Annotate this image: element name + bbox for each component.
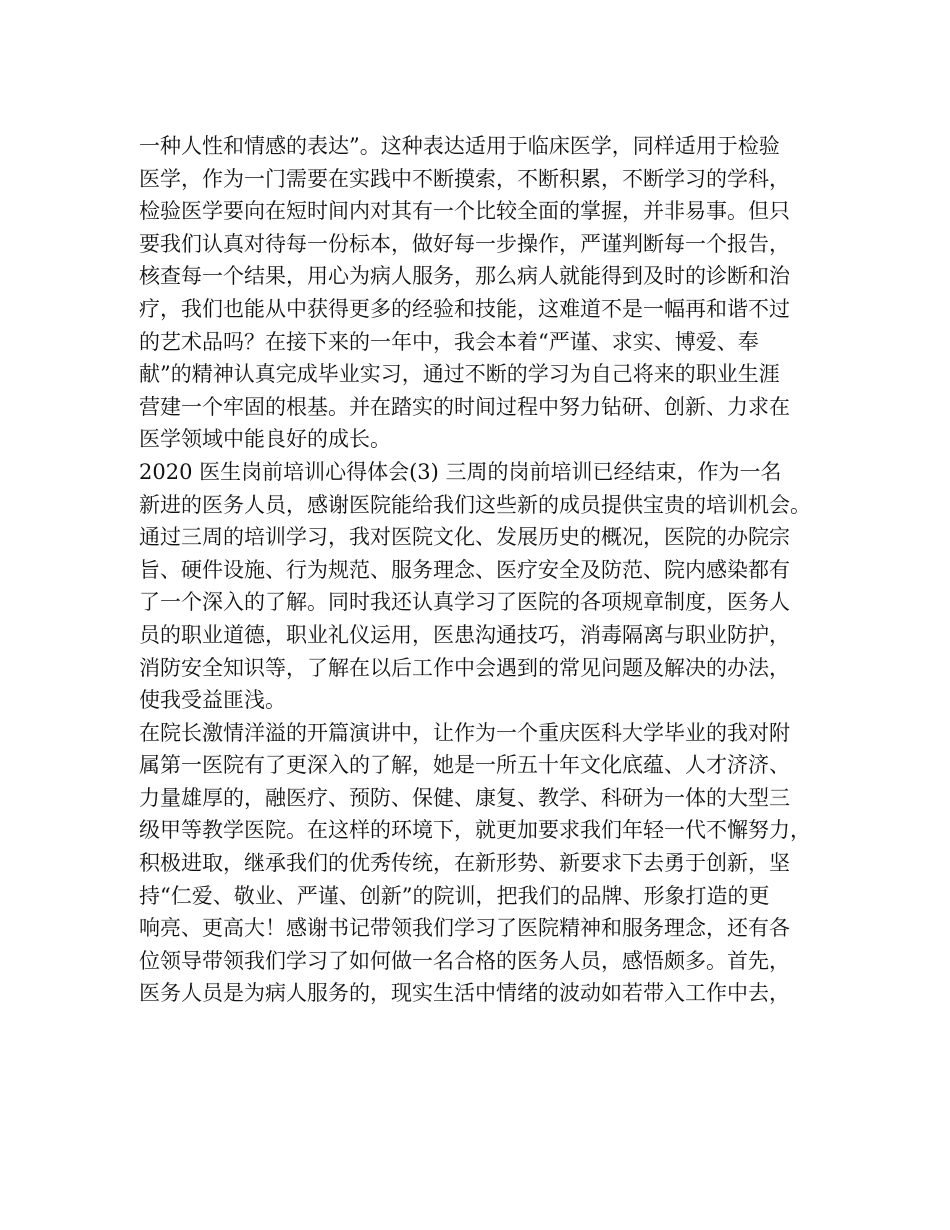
text-line: 医学领域中能良好的成长。: [139, 427, 391, 452]
text-line: 一种人性和情感的表达”。这种表达适用于临床医学，同样适用于检验: [139, 134, 780, 158]
text-line: 级甲等教学医院。在这样的环境下，就更加要求我们年轻一代不懈努力，: [139, 818, 811, 843]
text-line: 积极进取，继承我们的优秀传统，在新形势、新要求下去勇于创新，坚: [139, 851, 790, 876]
text-line: 使我受益匪浅。: [139, 688, 286, 713]
text-line: 在院长激情洋溢的开篇演讲中，让作为一个重庆医科大学毕业的我对附: [139, 720, 790, 745]
text-line: 献”的精神认真完成毕业实习，通过不断的学习为自己将来的职业生涯: [139, 362, 780, 387]
body-text: [139, 130, 829, 1010]
text-line: 持“仁爱、敬业、严谨、创新”的院训，把我们的品牌、形象打造的更: [139, 883, 770, 908]
text-line: 属第一医院有了更深入的了解，她是一所五十年文化底蕴、人才济济、: [139, 753, 790, 778]
text-line: 通过三周的培训学习，我对医院文化、发展历史的概况，医院的办院宗: [139, 525, 790, 550]
text-line: 营建一个牢固的根基。并在踏实的时间过程中努力钻研、创新、力求在: [139, 394, 790, 419]
text-line: 消防安全知识等，了解在以后工作中会遇到的常见问题及解决的办法，: [139, 655, 790, 680]
text-line: 力量雄厚的，融医疗、预防、保健、康复、教学、科研为一体的大型三: [139, 785, 790, 810]
text-line: 了一个深入的了解。同时我还认真学习了医院的各项规章制度，医务人: [139, 590, 790, 615]
text-line: 疗，我们也能从中获得更多的经验和技能，这难道不是一幅再和谐不过: [139, 296, 790, 321]
text-line: 的艺术品吗？在接下来的一年中，我会本着“严谨、求实、博爱、奉: [139, 329, 759, 354]
text-line: 检验医学要向在短时间内对其有一个比较全面的掌握，并非易事。但只: [139, 199, 790, 224]
text-line: 要我们认真对待每一份标本，做好每一步操作，严谨判断每一个报告，: [139, 231, 790, 256]
text-line: 核查每一个结果，用心为病人服务，那么病人就能得到及时的诊断和治: [139, 264, 790, 289]
text-line: 2020 医生岗前培训心得体会(3) 三周的岗前培训已经结束，作为一名: [139, 459, 782, 484]
text-line: 医学，作为一门需要在实践中不断摸索，不断积累，不断学习的学科，: [139, 166, 790, 191]
text-line: 响亮、更高大！感谢书记带领我们学习了医院精神和服务理念，还有各: [139, 916, 790, 941]
text-line: 新进的医务人员，感谢医院能给我们这些新的成员提供宝贵的培训机会。: [139, 492, 811, 517]
text-line: 旨、硬件设施、行为规范、服务理念、医疗安全及防范、院内感染都有: [139, 557, 790, 582]
text-line: 医务人员是为病人服务的，现实生活中情绪的波动如若带入工作中去，: [139, 981, 790, 1006]
text-line: 员的职业道德，职业礼仪运用，医患沟通技巧，消毒隔离与职业防护，: [139, 622, 790, 647]
text-line: 位领导带领我们学习了如何做一名合格的医务人员，感悟颇多。首先，: [139, 948, 790, 973]
